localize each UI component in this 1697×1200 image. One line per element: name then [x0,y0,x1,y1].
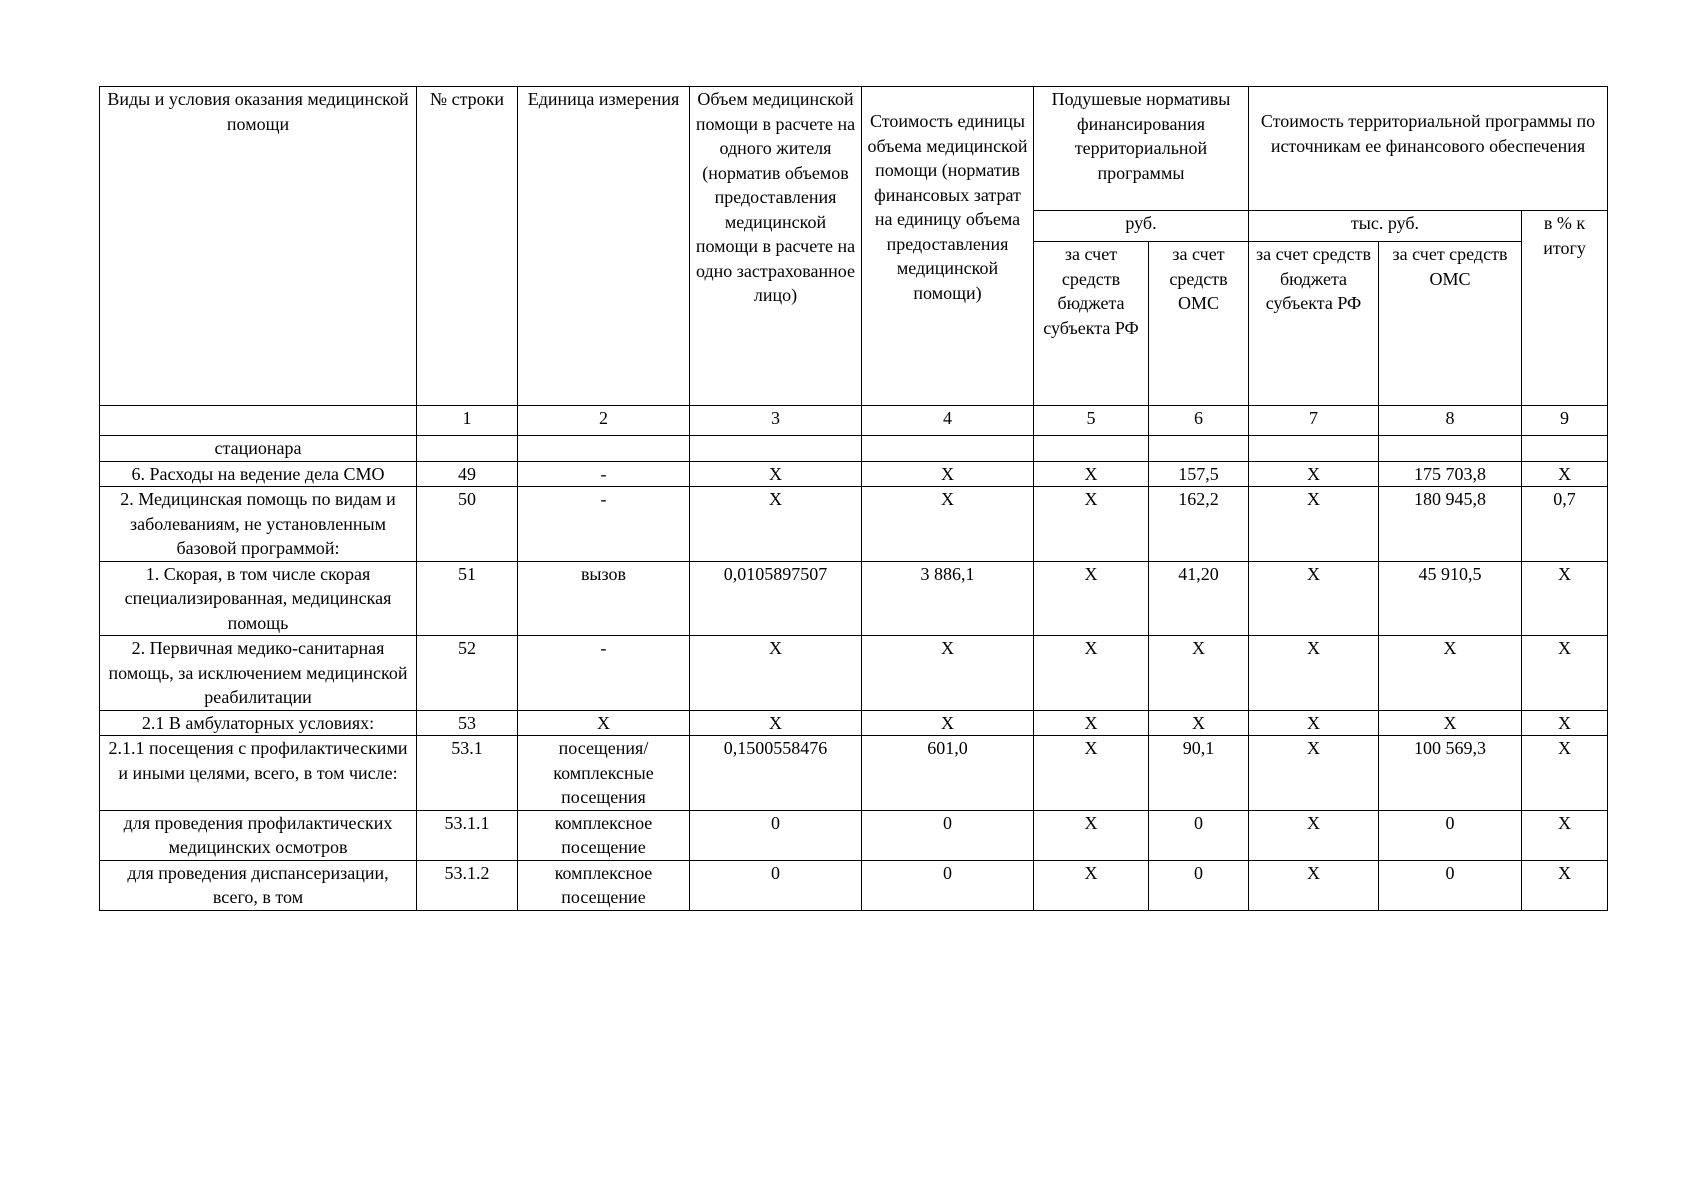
row-name: 2.1 В амбулаторных условиях: [100,710,417,736]
row-unit: вызов [518,561,690,636]
row-percent: X [1522,810,1608,860]
row-unit: - [518,461,690,487]
row-oms-per-capita: 0 [1149,860,1249,910]
column-number: 1 [417,406,518,436]
header-volume: Объем медицинской помощи в расчете на одного жителя (норматив объемов предоставления медицинской помощи в расчете на одно застрахованное лицо) [690,87,862,406]
column-number: 5 [1034,406,1149,436]
row-name: для проведения диспансеризации, всего, в том [100,860,417,910]
row-name: 2.1.1 посещения с профилактическими и иными целями, всего, в том числе: [100,736,417,811]
row-volume: X [690,461,862,487]
row-budget-total: X [1249,561,1379,636]
header-rub: руб. [1034,211,1249,242]
table-row [100,487,1608,562]
row-unit-cost: X [862,710,1034,736]
row-budget-total: X [1249,461,1379,487]
row-budget-per-capita: X [1034,710,1149,736]
row-name: 6. Расходы на ведение дела СМО [100,461,417,487]
row-budget-per-capita: X [1034,487,1149,562]
header-unit-cost: Стоимость единицы объема медицинской помощи (норматив финансовых затрат на единицу объема предоставления медицинской помощи) [862,87,1034,406]
row-budget-per-capita: X [1034,636,1149,711]
row-name: 2. Медицинская помощь по видам и заболеваниям, не установленным базовой программой: [100,487,417,562]
column-number-row [100,406,1608,436]
header-budget-rub: за счет средств бюджета субъекта РФ [1034,242,1149,406]
column-number: 8 [1379,406,1522,436]
row-oms-per-capita: X [1149,710,1249,736]
row-unit [518,436,690,462]
row-budget-total: X [1249,736,1379,811]
table-row [100,710,1608,736]
row-volume: X [690,487,862,562]
row-budget-total: X [1249,710,1379,736]
header-per-capita: Подушевые нормативы финансирования территориальной программы [1034,87,1249,211]
row-unit: посещения/ комплексные посещения [518,736,690,811]
row-budget-per-capita: X [1034,461,1149,487]
row-oms-total [1379,436,1522,462]
row-budget-total: X [1249,810,1379,860]
row-percent: X [1522,860,1608,910]
data-table [99,86,1608,911]
header-row-number: № строки [417,87,518,406]
table-row [100,636,1608,711]
row-percent: X [1522,636,1608,711]
header-budget-thousand: за счет средств бюджета субъекта РФ [1249,242,1379,406]
row-oms-per-capita [1149,436,1249,462]
row-budget-per-capita: X [1034,860,1149,910]
row-percent: 0,7 [1522,487,1608,562]
row-unit: - [518,487,690,562]
row-unit-cost: 3 886,1 [862,561,1034,636]
row-unit-cost: X [862,636,1034,711]
header-oms-thousand: за счет средств ОМС [1379,242,1522,406]
row-number: 52 [417,636,518,711]
row-budget-per-capita: X [1034,736,1149,811]
row-oms-total: 0 [1379,860,1522,910]
row-budget-total: X [1249,487,1379,562]
row-unit-cost: X [862,461,1034,487]
table-row [100,461,1608,487]
row-unit-cost: 601,0 [862,736,1034,811]
row-volume: X [690,636,862,711]
row-budget-total [1249,436,1379,462]
table-row [100,561,1608,636]
row-number: 49 [417,461,518,487]
row-name: стационара [100,436,417,462]
row-volume: 0,0105897507 [690,561,862,636]
row-percent [1522,436,1608,462]
table-body [100,436,1608,911]
row-volume: X [690,710,862,736]
row-number: 51 [417,561,518,636]
row-oms-per-capita: 41,20 [1149,561,1249,636]
header-program-cost: Стоимость территориальной программы по источникам ее финансового обеспечения [1249,87,1608,211]
row-budget-total: X [1249,860,1379,910]
row-volume: 0 [690,860,862,910]
row-volume [690,436,862,462]
header-type: Виды и условия оказания медицинской помощи [100,87,417,406]
row-oms-per-capita: X [1149,636,1249,711]
row-oms-total: 180 945,8 [1379,487,1522,562]
column-number: 9 [1522,406,1608,436]
table-row [100,810,1608,860]
column-number: 2 [518,406,690,436]
column-number-blank [100,406,417,436]
row-number: 53.1.2 [417,860,518,910]
row-name: 1. Скорая, в том числе скорая специализированная, медицинская помощь [100,561,417,636]
column-number: 7 [1249,406,1379,436]
header-percent: в % к итогу [1522,211,1608,406]
row-budget-per-capita: X [1034,561,1149,636]
row-volume: 0,1500558476 [690,736,862,811]
column-number: 4 [862,406,1034,436]
row-number: 53.1.1 [417,810,518,860]
column-number: 3 [690,406,862,436]
row-oms-total: 175 703,8 [1379,461,1522,487]
row-budget-per-capita: X [1034,810,1149,860]
row-percent: X [1522,736,1608,811]
row-volume: 0 [690,810,862,860]
row-number [417,436,518,462]
row-number: 53.1 [417,736,518,811]
row-unit-cost: 0 [862,810,1034,860]
row-percent: X [1522,561,1608,636]
row-name: 2. Первичная медико-санитарная помощь, за исключением медицинской реабилитации [100,636,417,711]
row-oms-per-capita: 0 [1149,810,1249,860]
table-row [100,860,1608,910]
row-budget-per-capita [1034,436,1149,462]
row-unit: X [518,710,690,736]
row-unit: комплексное посещение [518,810,690,860]
row-number: 50 [417,487,518,562]
header-oms-rub: за счет средств ОМС [1149,242,1249,406]
row-unit-cost: X [862,487,1034,562]
header-thousand-rub: тыс. руб. [1249,211,1522,242]
row-oms-total: 0 [1379,810,1522,860]
table-row [100,436,1608,462]
header-unit: Единица измерения [518,87,690,406]
row-unit: - [518,636,690,711]
row-oms-per-capita: 157,5 [1149,461,1249,487]
row-unit-cost: 0 [862,860,1034,910]
row-unit-cost [862,436,1034,462]
row-oms-per-capita: 90,1 [1149,736,1249,811]
table-row [100,736,1608,811]
row-percent: X [1522,461,1608,487]
row-number: 53 [417,710,518,736]
row-oms-total: X [1379,710,1522,736]
row-unit: комплексное посещение [518,860,690,910]
row-budget-total: X [1249,636,1379,711]
row-name: для проведения профилактических медицинских осмотров [100,810,417,860]
row-oms-per-capita: 162,2 [1149,487,1249,562]
row-oms-total: 100 569,3 [1379,736,1522,811]
column-number: 6 [1149,406,1249,436]
row-percent: X [1522,710,1608,736]
row-oms-total: X [1379,636,1522,711]
row-oms-total: 45 910,5 [1379,561,1522,636]
